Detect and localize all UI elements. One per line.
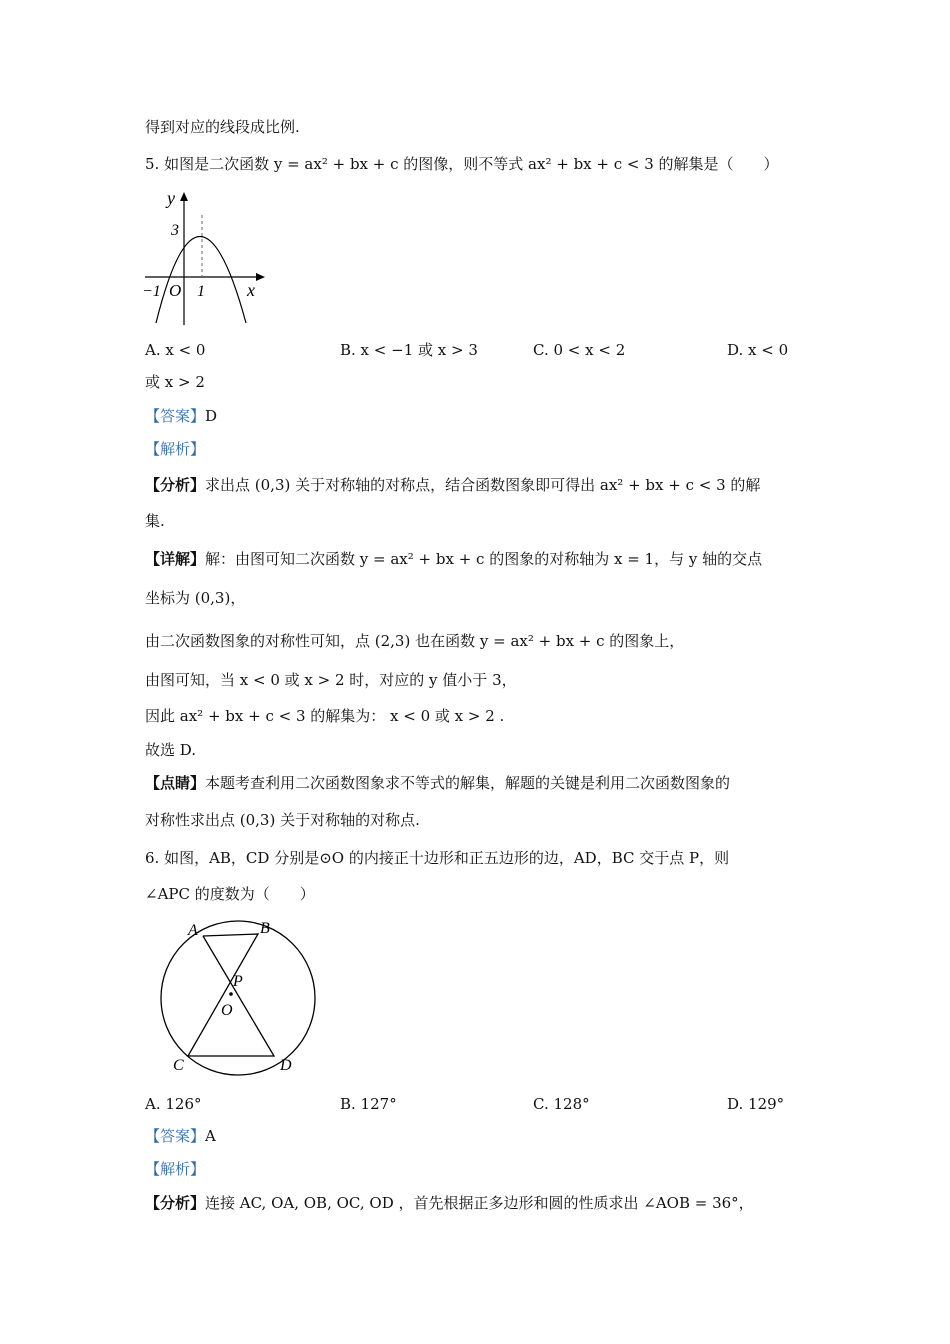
detail-5-f: 故选 D.	[145, 741, 197, 759]
q5-option-a: A. x < 0	[145, 341, 206, 359]
detail-5-d: 由图可知，当 x < 0 或 x > 2 时，对应的 y 值小于 3，	[145, 671, 517, 689]
detail-tag: 【详解】	[145, 550, 206, 568]
answer-value: A	[205, 1127, 216, 1145]
y-label: y	[167, 188, 175, 208]
y-arrow-icon	[180, 192, 188, 201]
x-label: x	[247, 280, 255, 300]
q5-option-d: D. x < 0	[727, 341, 789, 359]
jiexi-tag-6: 【解析】	[145, 1160, 206, 1178]
answer-5	[145, 405, 217, 427]
label-b: B	[260, 920, 270, 937]
parabola-figure	[140, 185, 275, 330]
analysis-5-cont: 集.	[145, 512, 165, 530]
label-d: D	[280, 1057, 292, 1074]
parabola-curve	[156, 237, 246, 324]
text-line: 得到对应的线段成比例.	[145, 118, 300, 136]
q6-option-c: C. 128°	[533, 1095, 590, 1113]
q5-option-d-cont: 或 x > 2	[145, 373, 205, 391]
question-6-cont: ∠APC 的度数为（ ）	[145, 885, 315, 903]
circle-o	[161, 921, 315, 1075]
analysis-5	[145, 474, 760, 496]
label-p: P	[233, 973, 243, 990]
origin-label: O	[169, 281, 182, 300]
tick-1: 1	[197, 283, 205, 300]
answer-tag: 【答案】	[145, 407, 206, 425]
tick-minus-1: −1	[142, 283, 161, 300]
jiexi-tag-5: 【解析】	[145, 440, 206, 458]
analysis-tag: 【分析】	[145, 1194, 206, 1212]
analysis-text: 连接 AC, OA, OB, OC, OD ，首先根据正多边形和圆的性质求出 ∠AOB = 36°，	[205, 1194, 754, 1212]
tick-3: 3	[171, 222, 179, 239]
q6-option-d: D. 129°	[727, 1095, 785, 1113]
remark-5	[145, 772, 730, 794]
remark-tag: 【点睛】	[145, 774, 206, 792]
remark-5-b: 对称性求出点 (0,3) 关于对称轴的对称点.	[145, 811, 420, 829]
x-arrow-icon	[256, 273, 265, 281]
q5-option-c: C. 0 < x < 2	[533, 341, 626, 359]
detail-5-b: 坐标为 (0,3)，	[145, 589, 246, 607]
detail-text: 解：由图可知二次函数 y = ax² + bx + c 的图象的对称轴为 x = 1，与 y 轴的交点	[205, 550, 763, 568]
label-o: O	[221, 1002, 233, 1019]
question-6: 6. 如图，AB，CD 分别是⊙O 的内接正十边形和正五边形的边，AD，BC 交于点 P，则	[145, 849, 730, 867]
q6-option-b: B. 127°	[340, 1095, 397, 1113]
circle-figure	[155, 918, 325, 1078]
analysis-text: 求出点 (0,3) 关于对称轴的对称点，结合函数图象即可得出 ax² + bx + c < 3 的解	[205, 476, 761, 494]
analysis-6	[145, 1192, 754, 1214]
center-point	[229, 992, 233, 996]
detail-5	[145, 548, 762, 570]
q6-option-a: A. 126°	[145, 1095, 202, 1113]
answer-value: D	[205, 407, 218, 425]
answer-6	[145, 1125, 216, 1147]
label-c: C	[173, 1057, 184, 1074]
analysis-tag: 【分析】	[145, 476, 206, 494]
question-5: 5. 如图是二次函数 y = ax² + bx + c 的图像，则不等式 ax² + bx + c < 3 的解集是（ ）	[145, 155, 779, 173]
answer-tag: 【答案】	[145, 1127, 206, 1145]
remark-text: 本题考查利用二次函数图象求不等式的解集，解题的关键是利用二次函数图象的	[205, 774, 731, 792]
detail-5-c: 由二次函数图象的对称性可知，点 (2,3) 也在函数 y = ax² + bx + c 的图象上，	[145, 632, 685, 650]
q5-option-b: B. x < −1 或 x > 3	[340, 341, 478, 359]
label-a: A	[188, 922, 198, 939]
detail-5-e: 因此 ax² + bx + c < 3 的解集为： x < 0 或 x > 2 .	[145, 707, 505, 725]
